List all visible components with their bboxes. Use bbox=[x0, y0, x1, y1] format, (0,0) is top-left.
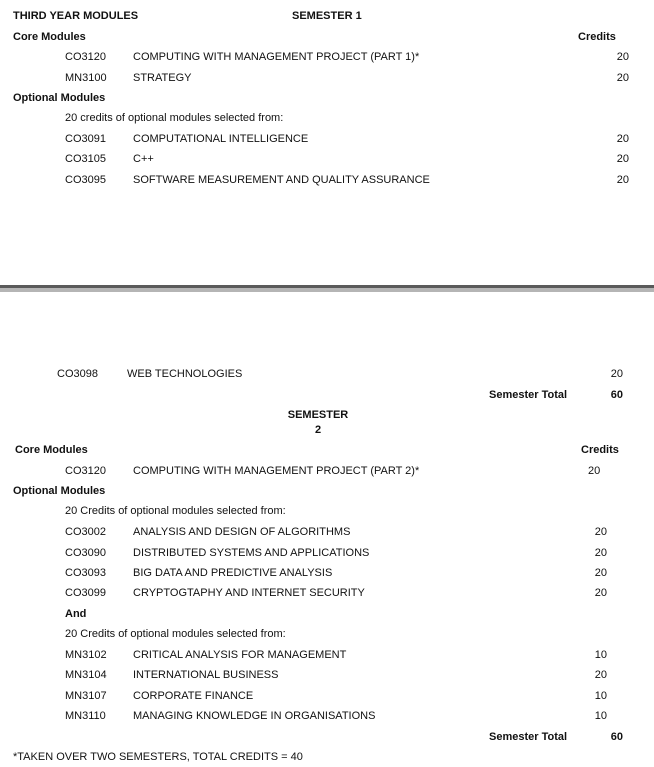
module-credits: 20 bbox=[610, 368, 623, 380]
semester-2-total-label: Semester Total bbox=[489, 731, 568, 743]
semester-1-heading: SEMESTER 1 bbox=[292, 10, 362, 22]
page-break-shadow bbox=[0, 288, 654, 292]
module-code: MN3100 bbox=[65, 72, 107, 84]
module-name: STRATEGY bbox=[133, 72, 192, 84]
optional-modules-heading: Optional Modules bbox=[13, 485, 106, 497]
optional-intro: 20 Credits of optional modules selected from: bbox=[65, 628, 286, 640]
module-code: CO3091 bbox=[65, 133, 106, 145]
optional-intro: 20 Credits of optional modules selected from: bbox=[65, 505, 286, 517]
module-credits: 20 bbox=[616, 133, 629, 145]
footnote: *TAKEN OVER TWO SEMESTERS, TOTAL CREDITS = 40 bbox=[13, 751, 303, 763]
credits-heading: Credits bbox=[581, 444, 619, 456]
credits-heading: Credits bbox=[578, 31, 616, 43]
module-name: CRYPTOGTAPHY AND INTERNET SECURITY bbox=[133, 587, 365, 599]
module-code: CO3105 bbox=[65, 153, 106, 165]
module-credits: 20 bbox=[616, 153, 629, 165]
module-code: CO3002 bbox=[65, 526, 106, 538]
module-code: CO3095 bbox=[65, 174, 106, 186]
module-credits: 20 bbox=[588, 465, 601, 477]
semester-1-total-value: 60 bbox=[610, 389, 623, 401]
core-modules-heading: Core Modules bbox=[13, 31, 86, 43]
module-credits: 20 bbox=[594, 567, 607, 579]
module-name: SOFTWARE MEASUREMENT AND QUALITY ASSURANCE bbox=[133, 174, 430, 186]
module-name: C++ bbox=[133, 153, 154, 165]
module-code: MN3110 bbox=[65, 710, 106, 722]
module-credits: 20 bbox=[594, 526, 607, 538]
semester-2-total-value: 60 bbox=[610, 731, 623, 743]
module-credits: 20 bbox=[616, 174, 629, 186]
module-credits: 20 bbox=[594, 587, 607, 599]
module-name: COMPUTING WITH MANAGEMENT PROJECT (PART 2)* bbox=[133, 465, 420, 477]
semester-2-heading: SEMESTER bbox=[287, 409, 349, 421]
module-name: COMPUTATIONAL INTELLIGENCE bbox=[133, 133, 309, 145]
module-name: INTERNATIONAL BUSINESS bbox=[133, 669, 279, 681]
module-name: BIG DATA AND PREDICTIVE ANALYSIS bbox=[133, 567, 333, 579]
module-code: CO3120 bbox=[65, 465, 106, 477]
module-code: MN3104 bbox=[65, 669, 107, 681]
module-credits: 20 bbox=[616, 51, 629, 63]
module-code: CO3098 bbox=[57, 368, 98, 380]
module-code: MN3107 bbox=[65, 690, 107, 702]
semester-1-total-label: Semester Total bbox=[489, 389, 568, 401]
module-credits: 20 bbox=[594, 547, 607, 559]
optional-modules-heading: Optional Modules bbox=[13, 92, 106, 104]
module-code: MN3102 bbox=[65, 649, 107, 661]
module-code: CO3093 bbox=[65, 567, 106, 579]
optional-intro: 20 credits of optional modules selected from: bbox=[65, 112, 284, 124]
module-credits: 10 bbox=[594, 649, 607, 661]
module-name: CORPORATE FINANCE bbox=[133, 690, 254, 702]
module-name: ANALYSIS AND DESIGN OF ALGORITHMS bbox=[133, 526, 351, 538]
module-credits: 10 bbox=[594, 710, 607, 722]
module-code: CO3099 bbox=[65, 587, 106, 599]
module-name: CRITICAL ANALYSIS FOR MANAGEMENT bbox=[133, 649, 347, 661]
semester-2-number: 2 bbox=[314, 424, 322, 436]
module-name: DISTRIBUTED SYSTEMS AND APPLICATIONS bbox=[133, 547, 370, 559]
core-modules-heading: Core Modules bbox=[15, 444, 88, 456]
module-credits: 10 bbox=[594, 690, 607, 702]
module-name: MANAGING KNOWLEDGE IN ORGANISATIONS bbox=[133, 710, 376, 722]
module-credits: 20 bbox=[594, 669, 607, 681]
and-label: And bbox=[65, 608, 87, 620]
module-code: CO3090 bbox=[65, 547, 106, 559]
page-title: THIRD YEAR MODULES bbox=[13, 10, 139, 22]
module-name: WEB TECHNOLOGIES bbox=[127, 368, 243, 380]
module-credits: 20 bbox=[616, 72, 629, 84]
module-code: CO3120 bbox=[65, 51, 106, 63]
module-name: COMPUTING WITH MANAGEMENT PROJECT (PART 1)* bbox=[133, 51, 420, 63]
